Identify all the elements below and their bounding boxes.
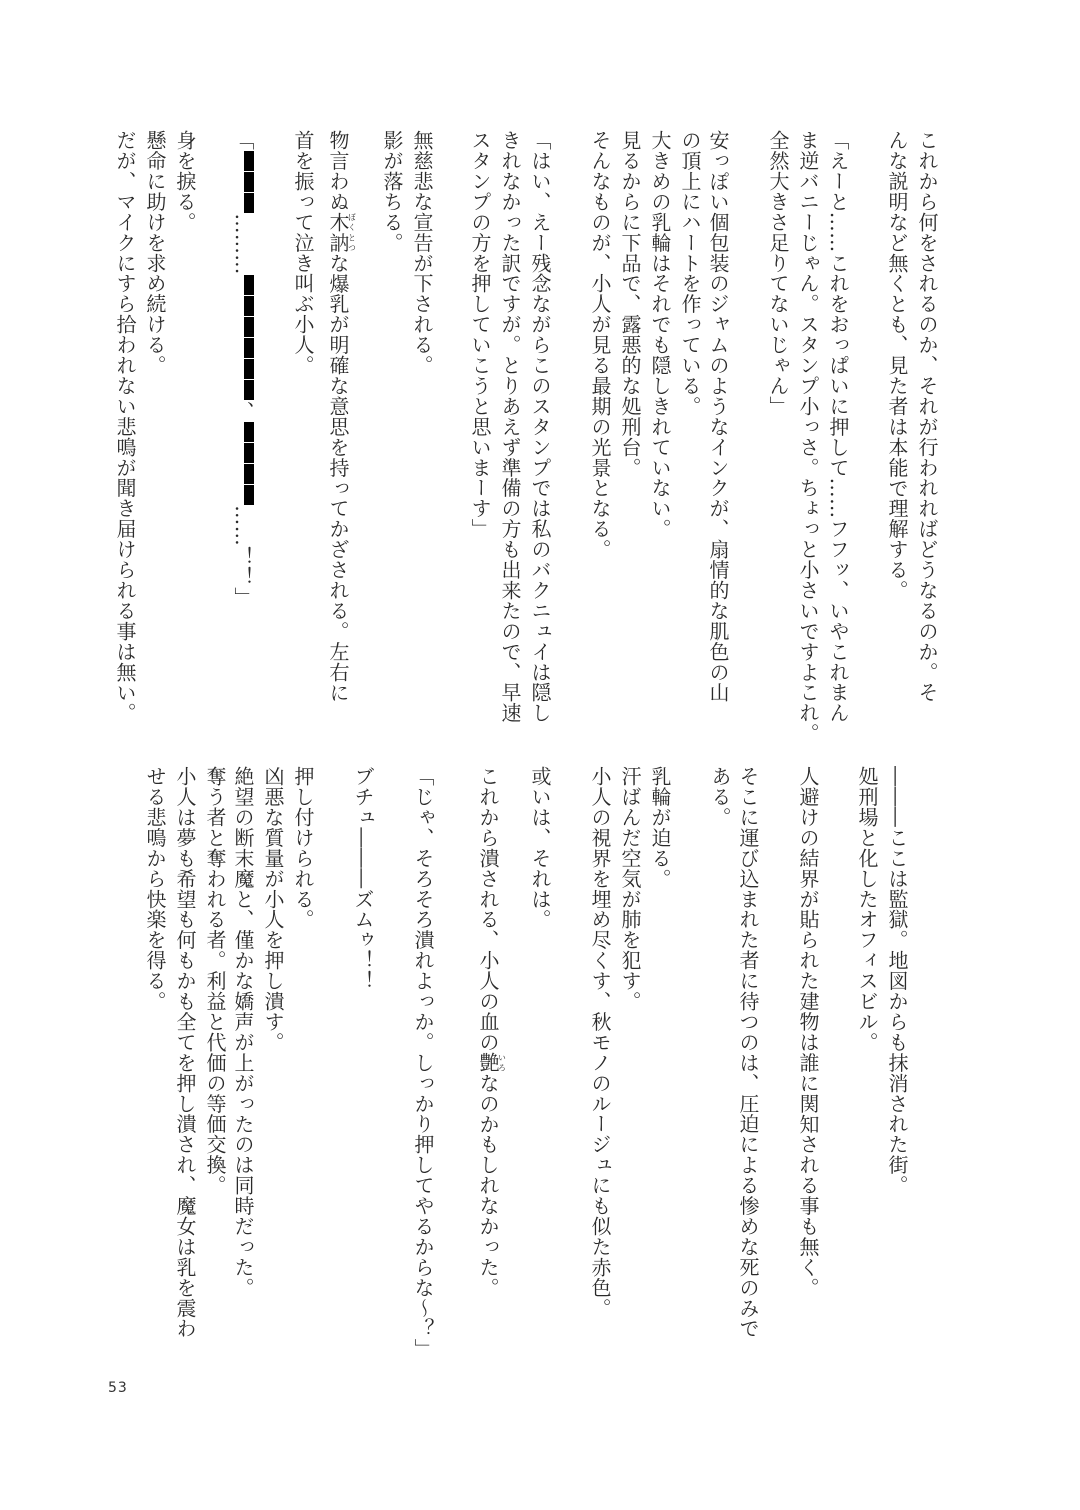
text-column: 「………、……！！」: [231, 130, 255, 608]
text-column: ブチュ―――ズムゥ！！: [351, 766, 375, 991]
text-column: 大きめの乳輪はそれでも隠しきれていない。: [648, 130, 672, 539]
ruby-reading: ぼくとつ: [347, 211, 357, 253]
text-column: 身を捩る。: [173, 130, 197, 233]
redaction-block: [244, 380, 254, 400]
text-column: 「はい、えー残念ながらこのスタンプでは私のバクニュイは隠し: [528, 130, 552, 724]
text-column: 無慈悲な宣告が下される。: [410, 130, 434, 376]
text-column: 「えーと……これをおっぱいに押して……フフッ、いやこれまん: [826, 130, 850, 724]
redaction-block: [244, 275, 254, 295]
text-column: 人避けの結界が貼られた建物は誰に関知される事も無く。: [796, 766, 820, 1298]
text-column: 汗ばんだ空気が肺を犯す。: [618, 766, 642, 1012]
text-column: そんなものが、小人が見る最期の光景となる。: [588, 130, 612, 560]
redaction-block: [244, 443, 254, 463]
text-column: 安っぽい個包装のジャムのようなインクが、扇情的な肌色の山: [706, 130, 730, 703]
redaction-block: [244, 151, 254, 171]
ruby-annotated-word: 艶いろ: [476, 1052, 507, 1073]
text-column: ―――ここは監獄。地図からも抹消された街。: [885, 766, 909, 1196]
text-column: の頂上にハートを作っている。: [678, 130, 702, 417]
ruby-reading: いろ: [497, 1052, 507, 1073]
redaction-block: [244, 422, 254, 442]
text-column: 凶悪な質量が小人を押し潰す。: [261, 766, 285, 1053]
redaction-block: [244, 296, 254, 316]
text-column: だが、マイクにすら拾われない悲鳴が聞き届けられる事は無い。: [113, 130, 137, 724]
text-column: 首を振って泣き叫ぶ小人。: [291, 130, 315, 376]
redaction-block: [244, 193, 254, 213]
text-column: ある。: [708, 766, 732, 828]
text-column: んな説明など無くとも、見た者は本能で理解する。: [885, 130, 909, 601]
text-column: きれなかった訳ですが。とりあえず準備の方も出来たので、早速: [498, 130, 522, 724]
text-column: 絶望の断末魔と、僅かな嬌声が上がったのは同時だった。: [231, 766, 255, 1298]
redaction-block: [244, 359, 254, 379]
text-column: 全然大きさ足りてないじゃん」: [766, 130, 790, 417]
text-column: 小人は夢も希望も何もかも全てを押し潰され、魔女は乳を震わ: [173, 766, 197, 1339]
text-column: ま逆バニーじゃん。スタンプ小っさ。ちょっと小さいですよこれ。: [796, 130, 820, 744]
redaction-block: [244, 317, 254, 337]
text-column: 影が落ちる。: [380, 130, 404, 253]
text-column: 乳輪が迫る。: [648, 766, 672, 889]
redaction-block: [244, 464, 254, 484]
text-column: 処刑場と化したオフィスビル。: [855, 766, 879, 1053]
text-column: 物言わぬ木訥ぼくとつな爆乳が明確な意思を持ってかざされる。左右に: [326, 130, 357, 703]
text-column: 押し付けられる。: [291, 766, 315, 930]
page-number: 53: [108, 1380, 128, 1396]
text-column: これから何をされるのか、それが行われればどうなるのか。そ: [915, 130, 939, 703]
text-column: 奪う者と奪われる者。利益と代価の等価交換。: [203, 766, 227, 1196]
text-column: これから潰される、小人の血の艶いろなのかもしれなかった。: [476, 766, 507, 1298]
text-column: 見るからに下品で、露悪的な処刑台。: [618, 130, 642, 478]
redaction-block: [244, 338, 254, 358]
text-column: 懸命に助けを求め続ける。: [143, 130, 167, 376]
text-column: そこに運び込まれた者に待つのは、圧迫による惨めな死のみで: [736, 766, 760, 1339]
text-column: 「じゃ、そろそろ潰れよっか。しっかり押してやるからな～？」: [411, 766, 435, 1360]
text-column: せる悲鳴から快楽を得る。: [143, 766, 167, 1012]
ruby-annotated-word: 木訥ぼくとつ: [326, 211, 357, 253]
text-column: 小人の視界を埋め尽くす、秋モノのルージュにも似た赤色。: [588, 766, 612, 1319]
text-column: スタンプの方を押していこうと思いまーす」: [468, 130, 492, 539]
redaction-block: [244, 485, 254, 505]
text-column: 或いは、それは。: [528, 766, 552, 930]
redaction-block: [244, 172, 254, 192]
